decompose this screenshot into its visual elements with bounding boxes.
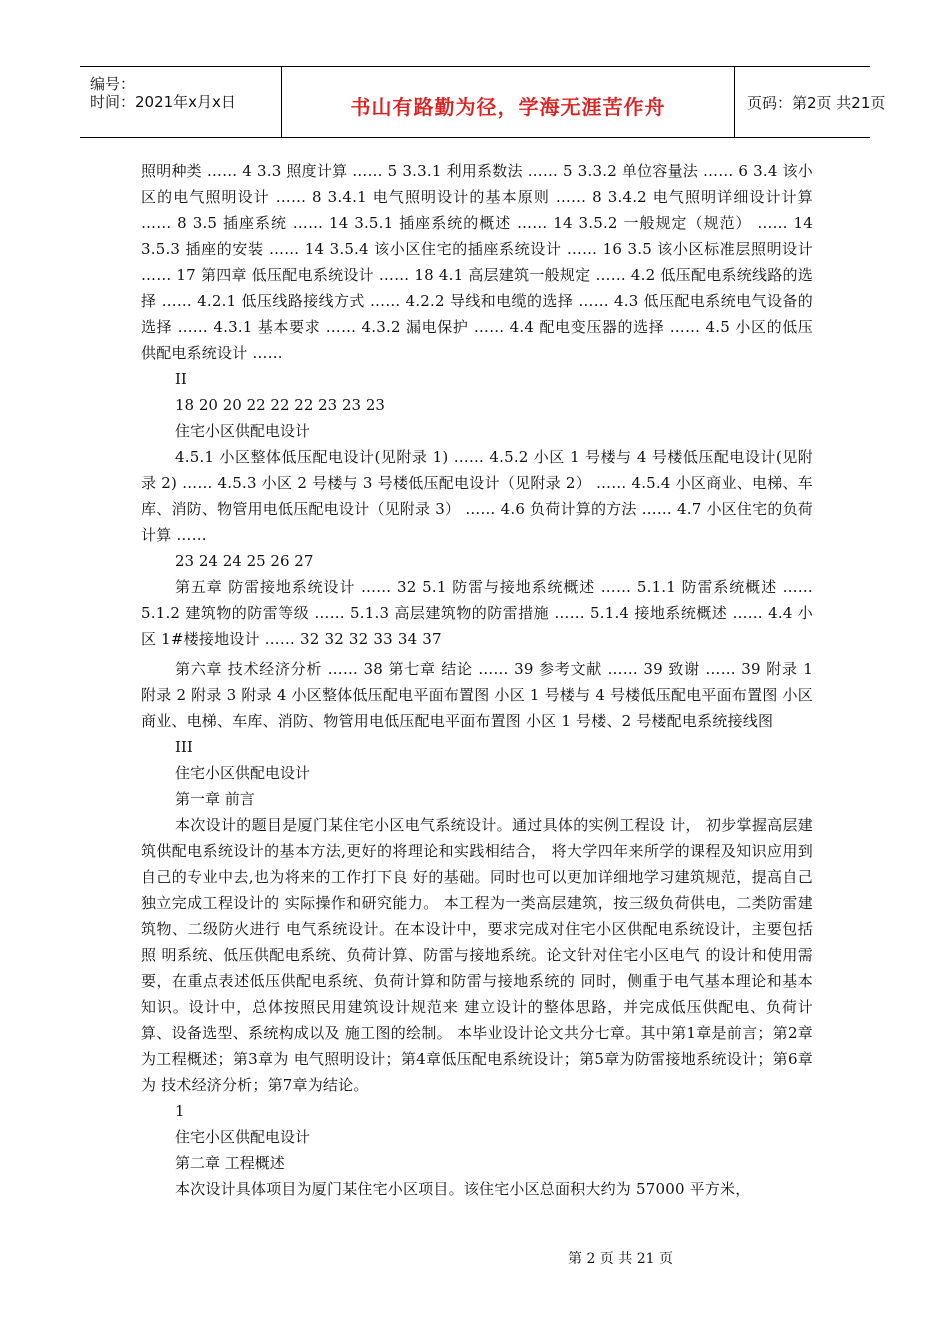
roman-page-number: II: [175, 370, 187, 388]
header-page-cell: [735, 67, 886, 137]
page-header: [80, 66, 886, 138]
toc-paragraph: 第五章 防雷接地系统设计 …… 32 5.1 防雷与接地系统概述 …… 5.1.1 防雷系统概述 …… 5.1.2 建筑物的防雷等级 …… 5.1.3 高层建筑物的防雷措施 …… 5.1.4 接地系统概述 …… 4.4 小区 1#楼接地设计 …… 32 32 32 33 34 37: [141, 578, 813, 648]
toc-paragraph: 4.5.1 小区整体低压配电设计(见附录 1) …… 4.5.2 小区 1 号楼与 4 号楼低压配电设计(见附录 2) …… 4.5.3 小区 2 号楼与 3 号楼低压配电设计（见附录 2） …… 4.5.4 小区商业、电梯、车库、消防、物管用电低压配电设计（见附录 3） …… 4.6 负荷计算的方法 …… 4.7 小区住宅的负荷计算 ……: [141, 448, 813, 544]
toc-page-numbers: 18 20 20 22 22 22 23 23 23: [175, 396, 385, 414]
header-meta-cell: [80, 67, 281, 137]
header-page-number: 页码：第2页 共21页: [747, 94, 886, 112]
header-motto: 书山有路勤为径，学海无涯苦作舟: [350, 95, 666, 119]
chapter-paragraph: 本次设计具体项目为厦门某住宅小区项目。该住宅小区总面积大约为 57000 平方米，: [175, 1180, 751, 1198]
chapter-heading: 第一章 前言: [175, 790, 255, 808]
running-title: 住宅小区供配电设计: [175, 422, 311, 440]
document-body: [141, 158, 813, 1202]
document-date-label: 时间：2021年x月x日: [90, 93, 236, 111]
arabic-page-number: 1: [175, 1102, 185, 1120]
running-title: 住宅小区供配电设计: [175, 764, 311, 782]
running-title: 住宅小区供配电设计: [175, 1128, 311, 1146]
toc-paragraph: 照明种类 …… 4 3.3 照度计算 …… 5 3.3.1 利用系数法 …… 5 3.3.2 单位容量法 …… 6 3.4 该小区的电气照明设计 …… 8 3.4.1 电气照明设计的基本原则 …… 8 3.4.2 电气照明详细设计计算 …… 8 3.5 插座系统 …… 14 3.5.1 插座系统的概述 …… 14 3.5.2 一般规定（规范） …… 14 3.5.3 插座的安装 …… 14 3.5.4 该小区住宅的插座系统设计 …… 16 3.5 该小区标准层照明设计 …… 17 第四章 低压配电系统设计 …… 18 4.1 高层建筑一般规定 …… 4.2 低压配电系统线路的选择 …… 4.2.1 低压线路接线方式 …… 4.2.2 导线和电缆的选择 …… 4.3 低压配电系统电气设备的选择 …… 4.3.1 基本要求 …… 4.3.2 漏电保护 …… 4.4 配电变压器的选择 …… 4.5 小区的低压供配电系统设计 ……: [141, 162, 813, 362]
header-motto-cell: [281, 67, 735, 137]
chapter-paragraph: 本次设计的题目是厦门某住宅小区电气系统设计。通过具体的实例工程设 计， 初步掌握高层建筑供配电系统设计的基本方法,更好的将理论和实践相结合， 将大学四年来所学的课程及知识应用到自己的专业中去,也为将来的工作打下良 好的基础。同时也可以更加详细地学习建筑规范，提高自己独立完成工程设计的 实际操作和研究能力。 本工程为一类高层建筑，按三级负荷供电，二类防雷建筑物、二级防火进行 电气系统设计。在本设计中，要求完成对住宅小区供配电系统设计，主要包括照 明系统、低压供配电系统、负荷计算、防雷与接地系统。论文针对住宅小区电气 的设计和使用需要，在重点表述低压供配电系统、负荷计算和防雷与接地系统的 同时，侧重于电气基本理论和基本知识。设计中，总体按照民用建筑设计规范来 建立设计的整体思路，并完成低压供配电、负荷计算、设备选型、系统构成以及 施工图的绘制。 本毕业设计论文共分七章。其中第1章是前言；第2章为工程概述；第3章为 电气照明设计；第4章低压配电系统设计；第5章为防雷接地系统设计；第6章为 技术经济分析；第7章为结论。: [141, 816, 813, 1094]
chapter-heading: 第二章 工程概述: [175, 1154, 285, 1172]
roman-page-number: III: [175, 738, 193, 756]
toc-page-numbers: 23 24 24 25 26 27: [175, 552, 314, 570]
page-footer-number: 第 2 页 共 21 页: [568, 1251, 673, 1267]
toc-paragraph: 第六章 技术经济分析 …… 38 第七章 结论 …… 39 参考文献 …… 39 致谢 …… 39 附录 1 附录 2 附录 3 附录 4 小区整体低压配电平面布置图 小区 1 号楼与 4 号楼低压配电平面布置图 小区商业、电梯、车库、消防、物管用电低压配电平面布置图 小区 1 号楼、2 号楼配电系统接线图: [141, 660, 813, 730]
document-number-label: 编号：: [90, 75, 136, 93]
